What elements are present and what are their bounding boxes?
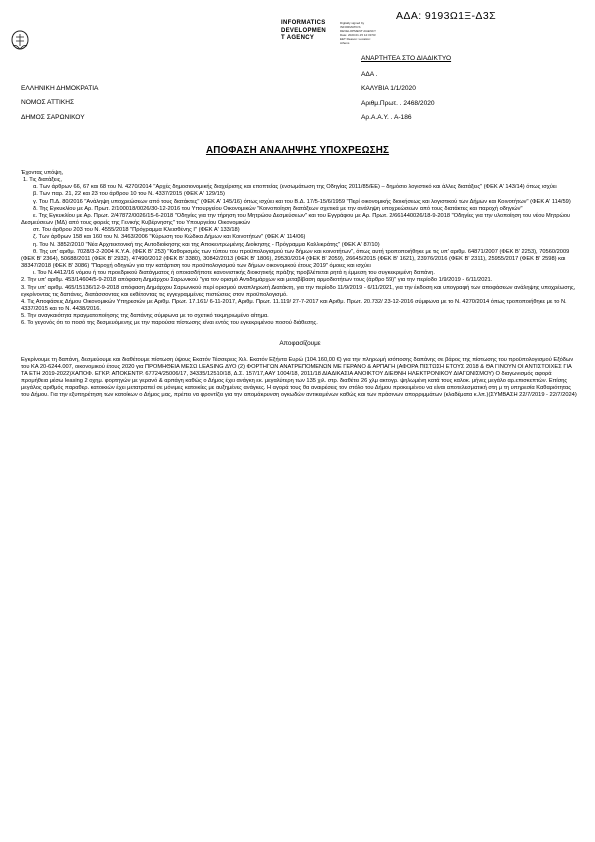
item-4: 4. Τις Αποφάσεις Δήμου Οικονομικών Υπηρεσιών με Αριθμ. Πρωτ. 17.161/ 6-11-2017, Αριθμ. Πρωτ. 11.119/ 27-7-2017 και Αριθμ. Πρωτ. 20.732/ 23-12-2016 σύμφωνα με το Ν. 4270/2014 όπως τροποποιήθηκε με το Ν. 4337/2015 και το Ν. 4438/2016. xyxy=(21,298,567,312)
item-1i: ι. Του Ν.4412/16 νόμου ή του προεδρικού διατάγματος ή οποιασδήποτε κανονιστικής διοικητικής πράξης προβλέπεται ρητά η έμμεση του συγκεκριμένη δαπάνη. xyxy=(33,270,435,277)
decide-heading: Αποφασίζουμε xyxy=(279,340,321,348)
item-1: 1. Τις διατάξεις, xyxy=(23,177,62,184)
meta-aay: Αρ.Α.Α.Υ. . Α-186 xyxy=(361,113,412,121)
item-1c: γ. Του Π.Δ. 80/2016 "Ανάληψη υποχρεώσεων από τους διατάκτες" (ΦΕΚ Α' 145/16) όπως ισχύει και του Β.Δ. 17/5-15/6/1959 "Περί οικονομικής διοικήσεως και λογιστικού των Δήμων και Κοινοτήτων" (ΦΕΚ Α' 114/59) xyxy=(33,198,571,205)
authority-municipality: ΔΗΜΟΣ ΣΑΡΩΝΙΚΟΥ xyxy=(21,113,85,121)
item-6: 6. Το γεγονός ότι το ποσό της δεσμευόμενης με την παρούσα πίστωσης είναι εντός του εγκεκριμένου ποσού διάθεσης. xyxy=(21,320,318,327)
digital-signature-text: Digitally signed by INFORMATICS DEVELOPMENT AGENCY Date: 2020.01.15 12:33:53 EET Reason: Location: Athens xyxy=(340,21,376,45)
item-1e: ε. Της Εγκυκλίου με Αρ. Πρωτ. 2/47872/0026/15-6-2018 "Οδηγίες για την τήρηση του Μητρώου Δεσμεύσεων" και του Εγγράφου με Αρ. Πρωτ. 2/661440026/18-9-2018 "Οδηγίες για την υλοποίηση του νέου Μητρώου Δεσμεύσεων (ΜΔ) από τους φορείς της Γενικής Κυβέρνησης" του Υπουργείου Οικονομικών xyxy=(21,212,571,227)
item-1a: α. Των άρθρων 66, 67 και 68 του Ν. 4270/2014 "Αρχές δημοσιονομικής διαχείρισης και εποπτείας (ενσωμάτωση της Οδηγίας 2011/85/ΕΕ) – δημόσιο λογιστικό και άλλες διατάξεις" (ΦΕΚ Α' 143/14) όπως ισχύει xyxy=(33,184,557,191)
item-1f: στ. Του άρθρου 203 του Ν. 4555/2018 "Πρόγραμμα Κλεισθένης Ι" (ΦΕΚ Α' 133/18) xyxy=(33,227,240,234)
meta-protocol: Αριθμ.Πρωτ. . 2468/2020 xyxy=(361,99,435,107)
item-2: 2. Την υπ' αριθμ. 453/14604/5-9-2018 απόφαση Δημάρχου Σαρωνικού "για τον ορισμό Αντιδημάρχων και μεταβίβαση αρμοδιοτήτων τους (άρθρο 59)" για την περίοδο 1/9/2019 - 6/11/2021. xyxy=(21,277,493,284)
meta-ada: ΑΔΑ . xyxy=(361,71,378,78)
item-1th: θ. Της υπ' αριθμ. 7028/3-2-2004 Κ.Υ.Α. (ΦΕΚ Β' 253) "Καθορισμός των τύπου του προϋπολογισμού των δήμων και κοινοτήτων", όπως αυτή τροποποιήθηκε με τις υπ' αριθμ. 64871/2007 (ΦΕΚ Β' 2253), 70560/2009 (ΦΕΚ Β' 2364), 50688/2011 (ΦΕΚ Β' 2932), 47490/2012 (ΦΕΚ Β' 3380), 30842/2013 (ΦΕΚ Β' 1806), 29530/2014 (ΦΕΚ Β' 2059), 26645/2015 (ΦΕΚ Β' 1621), 23976/2016 (ΦΕΚ Β' 2311), 25955/2017 (ΦΕΚ Β' 2598) και 38347/2018 (ΦΕΚ Β' 3086) "Παροχή οδηγιών για την κατάρτιση του προϋπολογισμού των δήμων οικονομικού έτους 2019" όμοιες και ισχύει xyxy=(21,248,570,270)
idt-stamp xyxy=(281,20,326,43)
decision-body xyxy=(21,170,579,400)
document-title: ΑΠΟΦΑΣΗ ΑΝΑΛΗΨΗΣ ΥΠΟΧΡΕΩΣΗΣ xyxy=(205,145,390,156)
item-5: 5. Την αναγκαιότητα πραγματοποίησης της δαπάνης σύμφωνα με το σχετικό τεκμηριωμένο αίτημα. xyxy=(21,313,269,320)
document-meta xyxy=(361,68,435,125)
greek-emblem-icon xyxy=(8,28,32,52)
item-1g: ζ. Των άρθρων 158 και 160 του Ν. 3463/2006 "Κύρωση του Κώδικα Δήμων και Κοινοτήτων" (ΦΕΚ Α' 114/06) xyxy=(33,234,306,241)
publication-note: ΑΝΑΡΤΗΤΕΑ ΣΤΟ ΔΙΑΔΙΚΤΥΟ xyxy=(361,55,452,62)
ada-code: ΑΔΑ: 9193Ω1Ξ-Δ3Σ xyxy=(396,10,496,22)
authority-prefecture: ΝΟΜΟΣ ΑΤΤΙΚΗΣ xyxy=(21,99,75,107)
meta-date: ΚΑΛΥΒΙΑ 1/1/2020 xyxy=(361,85,416,93)
item-1d: δ. Της Εγκυκλίου με Αρ. Πρωτ. 2/100018/0026/30-12-2016 του Υπουργείου Οικονομικών "Κοινοποίηση διατάξεων σχετικά με την ανάληψη υποχρεώσεων από τους διατάκτες και παροχή οδηγιών" xyxy=(33,205,523,212)
idt-line-2: DEVELOPMEN xyxy=(281,27,327,34)
authority-country: ΕΛΛΗΝΙΚΗ ΔΗΜΟΚΡΑΤΙΑ xyxy=(21,85,99,92)
item-1b: β. Των παρ. 21, 22 και 23 του άρθρου 10 του Ν. 4337/2015 (ΦΕΚ Α' 129/15) xyxy=(33,191,225,198)
idt-line-1: INFORMATICS xyxy=(281,20,326,26)
item-1h: η. Του Ν. 3852/2010 "Νέα Αρχιτεκτονική της Αυτοδιοίκησης και της Αποκεντρωμένης Διοίκησης - Πρόγραμμα Καλλικράτης" (ΦΕΚ Α' 87/10) xyxy=(33,241,380,248)
final-decision-paragraph: Εγκρίνουμε τη δαπάνη, δεσμεύουμε και διαθέτουμε πίστωση ύψους Εκατόν Τέσσερεις Χιλ. Εκατόν Εξήντα Ευρώ (104.160,00 €) για την πληρωμή ισόποσης δαπάνης σε βάρος της πίστωσης του προϋπολογισμού Εξόδων του ΚΑ 20-6244.007, οικονομικού έτους 2020 για ΠΡΟΜΗΘΕΙΑ ΜΕΣΩ LEASING ΔΥΟ (2) ΦΟΡΤΗΓΩΝ ΑΝΑΤΡΕΠΟΜΕΝΩΝ ΜΕ ΓΕΡΑΝΟ & ΑΡΠΑΓΗ (ΑΦΟΡΑ ΠΙΣΤΩΣΗ ΕΤΟΥΣ 2018 & ΘΑ ΓΙΝΟΥΝ ΟΙ ΑΝΤΙΣΤΟΙΧΕΣ ΓΙΑ ΤΑ ΕΤΗ 2019-2022)ΧΑΠΟΦ. ΕΓΚΡ. ΑΠΟΚΕΝΤΡ. 67724/25006/17, 34335/12510/18, Δ.Σ. 157/17,ΑΑΥ 1004/18, 2011/18 ΔΙΑΔΙΚΑΣΙΑ ΑΝΟΙΚΤΟΥ ΔΙΕΘΝΗ ΗΛΕΚΤΡΟΝΙΚΟΥ ΔΙΑΓΩΝΙΣΜΟΥ) Ο διαγωνισμός αφορά προμήθεια μέσω leasing 2 οχημ. φορτηγών με γερανό & αρπάγη καθώς ο Δήμος έχει ανάγκη εκ. μεγαλύτερη των 135 χιλ. στρ. διαθέτει 26 χλμ ακτογρ. ψηλωμένη κατά τους καλοκ. μήνες μεγάλο αρ.επισκεπτών. Επίσης μεγάλος αριθμός παραθερ. κατοικιών έχει μετατραπεί σε μόνιμες κατοικίες με αυξημένες ανάγκες. Η αγορά τους θα αναιρέσεις τον στόλο του Δήμου προκειμένου να είναι αποτελεσματική στη μ τη υπηρεσία Καθαριότητας του Δήμου. Για την εξυπηρέτηση των κατοίκων ο Δήμος μας, πρέπει να φροντίζει για την απομάκρυνση ογκωδών αντικειμένων καθώς και των πράσινων απορριμμάτων (κλαδέματα κ.λπ.)(ΣΥΜΒΑΣΗ 22/7/2019 - 22/7/2024) xyxy=(21,356,577,399)
intro-line: Έχοντας υπόψη, xyxy=(21,170,64,176)
issuing-authority xyxy=(21,82,98,125)
idt-line-3: T AGENCY xyxy=(281,35,315,41)
item-3: 3. Την υπ' αριθμ. 465/15136/12-9-2018 απόφαση Δημάρχου Σαρωνικού περί ορισμού αναπληρωτή Διατάκτη, για την περίοδο 11/9/2019 - 6/11/2021, για την έκδοση και υπογραφή των αποφάσεων ανάληψης υποχρέωσης, εγκρίνοντας τις δαπάνες, διατάσσοντας και εκθέτοντας τις εγγεγραμμένες πιστώσεις στον προϋπολογισμό. xyxy=(21,284,576,298)
